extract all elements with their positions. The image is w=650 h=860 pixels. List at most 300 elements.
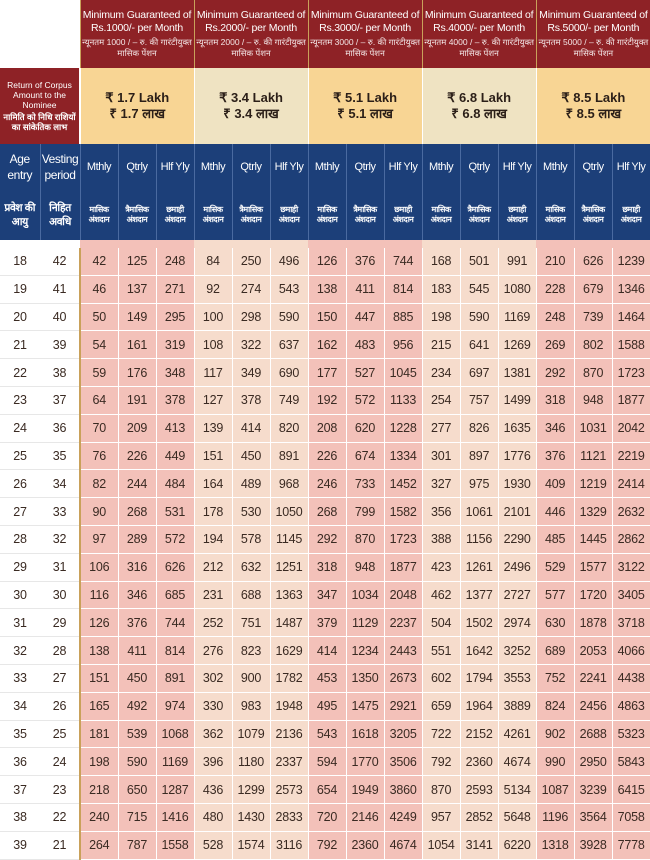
contribution-cell: 545 xyxy=(460,275,498,303)
contribution-cell: 198 xyxy=(80,748,118,776)
contribution-cell: 1299 xyxy=(232,776,270,804)
quarterly-header: Qtrly xyxy=(574,144,612,190)
half-yearly-header-hindi: छमाही अंशदान xyxy=(384,190,422,240)
quarterly-header-hindi: त्रैमासिक अंशदान xyxy=(232,190,270,240)
contribution-cell: 7058 xyxy=(612,803,650,831)
contribution-cell: 1180 xyxy=(232,748,270,776)
contribution-cell: 264 xyxy=(80,831,118,859)
contribution-cell: 900 xyxy=(232,664,270,692)
contribution-cell: 388 xyxy=(422,525,460,553)
contribution-cell: 5134 xyxy=(498,776,536,804)
vesting-period-cell: 39 xyxy=(40,331,80,359)
age-entry-cell: 20 xyxy=(0,303,40,331)
vesting-period-cell: 37 xyxy=(40,386,80,414)
contribution-cell: 2241 xyxy=(574,664,612,692)
vesting-period-cell: 41 xyxy=(40,275,80,303)
contribution-cell: 897 xyxy=(460,442,498,470)
contribution-cell: 578 xyxy=(232,525,270,553)
contribution-cell: 2101 xyxy=(498,498,536,526)
corpus-amount xyxy=(422,68,536,144)
contribution-cell: 2152 xyxy=(460,720,498,748)
contribution-cell: 151 xyxy=(194,442,232,470)
contribution-cell: 2833 xyxy=(270,803,308,831)
contribution-cell: 715 xyxy=(118,803,156,831)
contribution-cell: 2456 xyxy=(574,692,612,720)
contribution-cell: 226 xyxy=(308,442,346,470)
contribution-cell: 210 xyxy=(536,248,574,275)
contribution-cell: 423 xyxy=(422,553,460,581)
contribution-cell: 1196 xyxy=(536,803,574,831)
contribution-cell: 348 xyxy=(156,359,194,387)
contribution-cell: 289 xyxy=(118,525,156,553)
table-row xyxy=(0,442,650,470)
contribution-cell: 689 xyxy=(536,637,574,665)
contribution-cell: 543 xyxy=(308,720,346,748)
spacer-cell xyxy=(308,240,346,248)
contribution-cell: 632 xyxy=(232,553,270,581)
spacer-cell xyxy=(40,240,80,248)
age-entry-cell: 19 xyxy=(0,275,40,303)
contribution-cell: 1588 xyxy=(612,331,650,359)
plan-title: Minimum Guaranteed of Rs.1000/- per Month xyxy=(82,9,192,34)
contribution-cell: 577 xyxy=(536,581,574,609)
contribution-cell: 226 xyxy=(118,442,156,470)
contribution-cell: 106 xyxy=(80,553,118,581)
quarterly-header: Qtrly xyxy=(232,144,270,190)
contribution-cell: 2042 xyxy=(612,414,650,442)
contribution-cell: 1582 xyxy=(384,498,422,526)
contribution-cell: 2593 xyxy=(460,776,498,804)
corpus-amount-hindi: ₹ 1.7 लाख xyxy=(109,106,166,121)
contribution-cell: 539 xyxy=(118,720,156,748)
table-row xyxy=(0,748,650,776)
contribution-cell: 1776 xyxy=(498,442,536,470)
table-row xyxy=(0,692,650,720)
contribution-cell: 530 xyxy=(232,498,270,526)
contribution-cell: 902 xyxy=(536,720,574,748)
contribution-cell: 1287 xyxy=(156,776,194,804)
monthly-header-hindi: मासिक अंशदान xyxy=(422,190,460,240)
contribution-cell: 1618 xyxy=(346,720,384,748)
contribution-cell: 528 xyxy=(194,831,232,859)
contribution-cell: 885 xyxy=(384,303,422,331)
contribution-cell: 4261 xyxy=(498,720,536,748)
contribution-cell: 1487 xyxy=(270,609,308,637)
contribution-cell: 4066 xyxy=(612,637,650,665)
contribution-cell: 151 xyxy=(80,664,118,692)
contribution-cell: 1129 xyxy=(346,609,384,637)
contribution-cell: 5843 xyxy=(612,748,650,776)
contribution-cell: 1574 xyxy=(232,831,270,859)
contribution-cell: 108 xyxy=(194,331,232,359)
spacer-cell xyxy=(612,240,650,248)
age-entry-header: Age entry xyxy=(0,144,40,190)
contribution-cell: 234 xyxy=(422,359,460,387)
contribution-cell: 126 xyxy=(80,609,118,637)
table-row xyxy=(0,553,650,581)
spacer-row xyxy=(0,240,650,248)
contribution-cell: 722 xyxy=(422,720,460,748)
contribution-cell: 1261 xyxy=(460,553,498,581)
vesting-period-header: Vesting period xyxy=(40,144,80,190)
vesting-period-cell: 42 xyxy=(40,248,80,275)
contribution-cell: 527 xyxy=(346,359,384,387)
corpus-header xyxy=(0,68,80,144)
contribution-cell: 1363 xyxy=(270,581,308,609)
table-row xyxy=(0,637,650,665)
contribution-cell: 495 xyxy=(308,692,346,720)
contribution-cell: 127 xyxy=(194,386,232,414)
corpus-header-english: Return of Corpus Amount to the Nominee xyxy=(7,80,72,110)
contribution-cell: 100 xyxy=(194,303,232,331)
plan-header-5000 xyxy=(536,0,650,68)
plan-title: Minimum Guaranteed of Rs.5000/- per Month xyxy=(539,9,648,34)
contribution-cell: 1087 xyxy=(536,776,574,804)
contribution-cell: 149 xyxy=(118,303,156,331)
age-entry-cell: 27 xyxy=(0,498,40,526)
quarterly-header-hindi: त्रैमासिक अंशदान xyxy=(460,190,498,240)
contribution-cell: 2632 xyxy=(612,498,650,526)
spacer-cell xyxy=(232,240,270,248)
vesting-period-cell: 24 xyxy=(40,748,80,776)
corpus-amount-hindi: ₹ 5.1 लाख xyxy=(337,106,393,121)
contribution-cell: 1782 xyxy=(270,664,308,692)
plan-header-1000 xyxy=(80,0,194,68)
age-entry-cell: 38 xyxy=(0,803,40,831)
contribution-cell: 2290 xyxy=(498,525,536,553)
contribution-cell: 396 xyxy=(194,748,232,776)
contribution-cell: 983 xyxy=(232,692,270,720)
contribution-cell: 3141 xyxy=(460,831,498,859)
contribution-cell: 1068 xyxy=(156,720,194,748)
contribution-cell: 231 xyxy=(194,581,232,609)
contribution-cell: 215 xyxy=(422,331,460,359)
vesting-period-cell: 30 xyxy=(40,581,80,609)
contribution-cell: 4863 xyxy=(612,692,650,720)
contribution-cell: 2219 xyxy=(612,442,650,470)
contribution-cell: 1964 xyxy=(460,692,498,720)
contribution-cell: 484 xyxy=(156,470,194,498)
contribution-cell: 3928 xyxy=(574,831,612,859)
contribution-cell: 378 xyxy=(156,386,194,414)
contribution-cell: 485 xyxy=(536,525,574,553)
contribution-cell: 379 xyxy=(308,609,346,637)
spacer-cell xyxy=(80,240,118,248)
contribution-cell: 3116 xyxy=(270,831,308,859)
contribution-cell: 46 xyxy=(80,275,118,303)
contribution-cell: 957 xyxy=(422,803,460,831)
contribution-cell: 446 xyxy=(536,498,574,526)
vesting-period-cell: 22 xyxy=(40,803,80,831)
contribution-cell: 82 xyxy=(80,470,118,498)
contribution-cell: 244 xyxy=(118,470,156,498)
contribution-cell: 346 xyxy=(536,414,574,442)
corpus-amount-english: ₹ 3.4 Lakh xyxy=(219,90,283,105)
contribution-cell: 2337 xyxy=(270,748,308,776)
contribution-cell: 347 xyxy=(308,581,346,609)
contribution-cell: 64 xyxy=(80,386,118,414)
contribution-cell: 319 xyxy=(156,331,194,359)
age-entry-cell: 23 xyxy=(0,386,40,414)
half-yearly-header-hindi: छमाही अंशदान xyxy=(156,190,194,240)
contribution-cell: 1723 xyxy=(612,359,650,387)
table-row xyxy=(0,359,650,387)
contribution-cell: 814 xyxy=(156,637,194,665)
contribution-cell: 411 xyxy=(118,637,156,665)
contribution-cell: 3553 xyxy=(498,664,536,692)
contribution-cell: 268 xyxy=(118,498,156,526)
contribution-cell: 1502 xyxy=(460,609,498,637)
plan-title-hindi: न्यूनतम 1000 / – रु. की गारंटीयुक्त मासिक पेंशन xyxy=(82,37,192,58)
vesting-period-cell: 25 xyxy=(40,720,80,748)
corpus-amount-hindi: ₹ 3.4 लाख xyxy=(223,106,279,121)
contribution-cell: 7778 xyxy=(612,831,650,859)
monthly-header-hindi: मासिक अंशदान xyxy=(536,190,574,240)
age-entry-cell: 28 xyxy=(0,525,40,553)
contribution-cell: 1045 xyxy=(384,359,422,387)
half-yearly-header-hindi: छमाही अंशदान xyxy=(498,190,536,240)
contribution-cell: 181 xyxy=(80,720,118,748)
table-row xyxy=(0,831,650,859)
contribution-cell: 4249 xyxy=(384,803,422,831)
corpus-amount-english: ₹ 6.8 Lakh xyxy=(447,90,512,105)
contribution-cell: 5648 xyxy=(498,803,536,831)
table-row xyxy=(0,248,650,275)
contribution-cell: 183 xyxy=(422,275,460,303)
spacer-cell xyxy=(118,240,156,248)
contribution-cell: 492 xyxy=(118,692,156,720)
quarterly-header-hindi: त्रैमासिक अंशदान xyxy=(346,190,384,240)
contribution-cell: 1031 xyxy=(574,414,612,442)
contribution-cell: 450 xyxy=(232,442,270,470)
age-entry-cell: 35 xyxy=(0,720,40,748)
contribution-cell: 76 xyxy=(80,442,118,470)
contribution-cell: 1346 xyxy=(612,275,650,303)
contribution-cell: 97 xyxy=(80,525,118,553)
corpus-amount xyxy=(80,68,194,144)
contribution-cell: 194 xyxy=(194,525,232,553)
contribution-cell: 54 xyxy=(80,331,118,359)
contribution-cell: 2852 xyxy=(460,803,498,831)
contribution-cell: 376 xyxy=(346,248,384,275)
contribution-cell: 480 xyxy=(194,803,232,831)
contribution-cell: 2974 xyxy=(498,609,536,637)
age-entry-cell: 39 xyxy=(0,831,40,859)
contribution-cell: 792 xyxy=(422,748,460,776)
contribution-cell: 116 xyxy=(80,581,118,609)
contribution-cell: 551 xyxy=(422,637,460,665)
contribution-cell: 3506 xyxy=(384,748,422,776)
spacer-cell xyxy=(536,240,574,248)
contribution-cell: 1577 xyxy=(574,553,612,581)
contribution-cell: 322 xyxy=(232,331,270,359)
monthly-header: Mthly xyxy=(422,144,460,190)
contribution-cell: 1239 xyxy=(612,248,650,275)
contribution-cell: 602 xyxy=(422,664,460,692)
contribution-cell: 240 xyxy=(80,803,118,831)
contribution-cell: 802 xyxy=(574,331,612,359)
contribution-cell: 744 xyxy=(384,248,422,275)
contribution-cell: 346 xyxy=(118,581,156,609)
contribution-cell: 3239 xyxy=(574,776,612,804)
spacer-cell xyxy=(460,240,498,248)
table-row xyxy=(0,609,650,637)
vesting-period-cell: 28 xyxy=(40,637,80,665)
contribution-cell: 891 xyxy=(156,664,194,692)
contribution-cell: 948 xyxy=(346,553,384,581)
contribution-cell: 1251 xyxy=(270,553,308,581)
contribution-cell: 654 xyxy=(308,776,346,804)
spacer-cell xyxy=(194,240,232,248)
quarterly-header-hindi: त्रैमासिक अंशदान xyxy=(574,190,612,240)
contribution-cell: 208 xyxy=(308,414,346,442)
contribution-cell: 752 xyxy=(536,664,574,692)
contribution-cell: 250 xyxy=(232,248,270,275)
contribution-cell: 1642 xyxy=(460,637,498,665)
corpus-amount xyxy=(308,68,422,144)
contribution-cell: 1464 xyxy=(612,303,650,331)
age-entry-cell: 18 xyxy=(0,248,40,275)
contribution-cell: 254 xyxy=(422,386,460,414)
contribution-cell: 572 xyxy=(156,525,194,553)
contribution-cell: 414 xyxy=(308,637,346,665)
contribution-cell: 137 xyxy=(118,275,156,303)
contribution-cell: 138 xyxy=(80,637,118,665)
contribution-cell: 6415 xyxy=(612,776,650,804)
contribution-cell: 4438 xyxy=(612,664,650,692)
quarterly-header: Qtrly xyxy=(346,144,384,190)
contribution-cell: 630 xyxy=(536,609,574,637)
contribution-cell: 792 xyxy=(308,831,346,859)
contribution-cell: 362 xyxy=(194,720,232,748)
contribution-cell: 125 xyxy=(118,248,156,275)
contribution-cell: 1269 xyxy=(498,331,536,359)
contribution-cell: 274 xyxy=(232,275,270,303)
contribution-cell: 2237 xyxy=(384,609,422,637)
contribution-cell: 1723 xyxy=(384,525,422,553)
contribution-cell: 84 xyxy=(194,248,232,275)
contribution-cell: 327 xyxy=(422,470,460,498)
corpus-amount-hindi: ₹ 8.5 लाख xyxy=(565,106,622,121)
contribution-cell: 1877 xyxy=(612,386,650,414)
contribution-cell: 1377 xyxy=(460,581,498,609)
contribution-cell: 2727 xyxy=(498,581,536,609)
contribution-cell: 749 xyxy=(270,386,308,414)
contribution-cell: 2688 xyxy=(574,720,612,748)
contribution-cell: 2950 xyxy=(574,748,612,776)
age-entry-cell: 26 xyxy=(0,470,40,498)
table-row xyxy=(0,275,650,303)
vesting-period-cell: 35 xyxy=(40,442,80,470)
age-entry-cell: 30 xyxy=(0,581,40,609)
quarterly-header: Qtrly xyxy=(460,144,498,190)
contribution-cell: 1877 xyxy=(384,553,422,581)
vesting-period-cell: 38 xyxy=(40,359,80,387)
contribution-cell: 70 xyxy=(80,414,118,442)
contribution-cell: 824 xyxy=(536,692,574,720)
contribution-cell: 450 xyxy=(118,664,156,692)
contribution-cell: 2921 xyxy=(384,692,422,720)
contribution-cell: 3205 xyxy=(384,720,422,748)
contribution-cell: 150 xyxy=(308,303,346,331)
contribution-cell: 228 xyxy=(536,275,574,303)
contribution-cell: 814 xyxy=(384,275,422,303)
contribution-cell: 1930 xyxy=(498,470,536,498)
contribution-cell: 974 xyxy=(156,692,194,720)
age-entry-header-hindi: प्रवेश की आयु xyxy=(0,190,40,240)
contribution-cell: 1949 xyxy=(346,776,384,804)
contribution-cell: 2862 xyxy=(612,525,650,553)
corpus-amount xyxy=(536,68,650,144)
contribution-cell: 447 xyxy=(346,303,384,331)
half-yearly-header-hindi: छमाही अंशदान xyxy=(270,190,308,240)
contribution-cell: 5323 xyxy=(612,720,650,748)
plan-header-4000 xyxy=(422,0,536,68)
vesting-period-cell: 40 xyxy=(40,303,80,331)
contribution-cell: 3718 xyxy=(612,609,650,637)
contribution-cell: 298 xyxy=(232,303,270,331)
contribution-cell: 787 xyxy=(118,831,156,859)
table-row xyxy=(0,581,650,609)
column-header-hindi-row xyxy=(0,190,650,240)
contribution-cell: 378 xyxy=(232,386,270,414)
blank-corner xyxy=(0,0,80,68)
table-row xyxy=(0,776,650,804)
contribution-cell: 92 xyxy=(194,275,232,303)
contribution-cell: 50 xyxy=(80,303,118,331)
contribution-cell: 679 xyxy=(574,275,612,303)
contribution-cell: 246 xyxy=(308,470,346,498)
plan-header-3000 xyxy=(308,0,422,68)
contribution-cell: 462 xyxy=(422,581,460,609)
contribution-cell: 2360 xyxy=(460,748,498,776)
contribution-cell: 302 xyxy=(194,664,232,692)
contribution-cell: 1720 xyxy=(574,581,612,609)
spacer-cell xyxy=(346,240,384,248)
contribution-cell: 626 xyxy=(156,553,194,581)
table-row xyxy=(0,525,650,553)
contribution-cell: 1228 xyxy=(384,414,422,442)
corpus-amount xyxy=(194,68,308,144)
contribution-cell: 870 xyxy=(422,776,460,804)
contribution-cell: 543 xyxy=(270,275,308,303)
contribution-cell: 248 xyxy=(536,303,574,331)
contribution-cell: 4674 xyxy=(384,831,422,859)
vesting-period-cell: 23 xyxy=(40,776,80,804)
spacer-cell xyxy=(422,240,460,248)
contribution-cell: 316 xyxy=(118,553,156,581)
contribution-cell: 1381 xyxy=(498,359,536,387)
contribution-cell: 295 xyxy=(156,303,194,331)
vesting-period-cell: 36 xyxy=(40,414,80,442)
contribution-cell: 413 xyxy=(156,414,194,442)
contribution-cell: 1234 xyxy=(346,637,384,665)
contribution-cell: 192 xyxy=(308,386,346,414)
table-row xyxy=(0,414,650,442)
contribution-cell: 2443 xyxy=(384,637,422,665)
contribution-cell: 2053 xyxy=(574,637,612,665)
contribution-cell: 292 xyxy=(308,525,346,553)
contribution-cell: 411 xyxy=(346,275,384,303)
contribution-cell: 690 xyxy=(270,359,308,387)
quarterly-header-hindi: त्रैमासिक अंशदान xyxy=(118,190,156,240)
contribution-cell: 139 xyxy=(194,414,232,442)
contribution-cell: 948 xyxy=(574,386,612,414)
contribution-cell: 301 xyxy=(422,442,460,470)
quarterly-header: Qtrly xyxy=(118,144,156,190)
monthly-header: Mthly xyxy=(536,144,574,190)
contribution-cell: 1430 xyxy=(232,803,270,831)
